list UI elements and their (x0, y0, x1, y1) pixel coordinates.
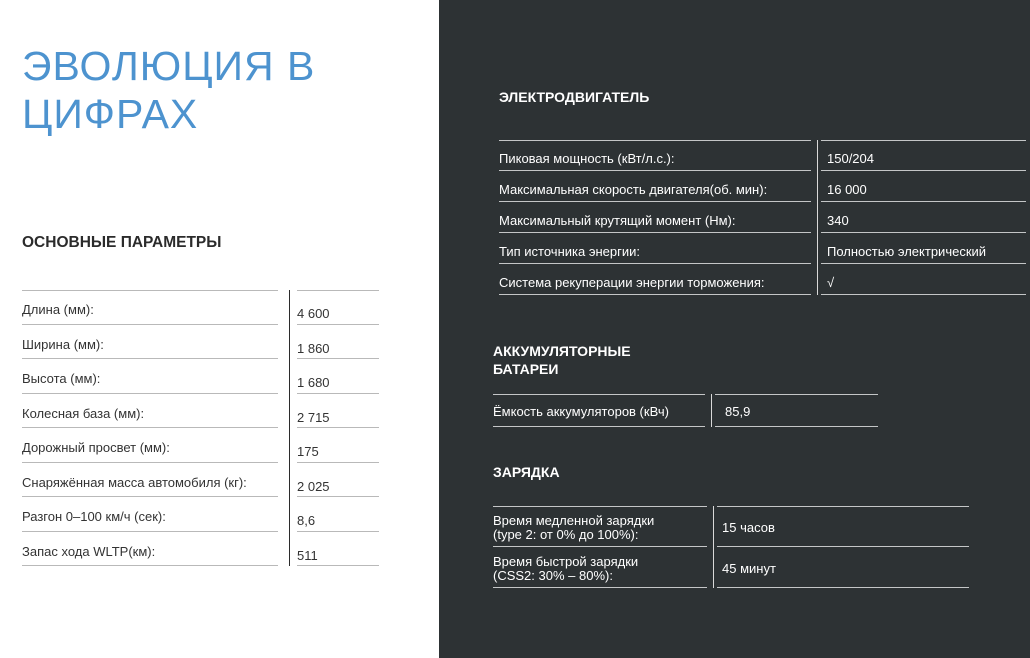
charging-label (493, 514, 654, 542)
main-params-value: 1 680 (297, 375, 330, 390)
motor-label: Максимальная скорость двигателя(об. мин): (499, 182, 768, 197)
motor-label: Пиковая мощность (кВт/л.с.): (499, 151, 675, 166)
main-params-value: 175 (297, 444, 319, 459)
motor-value: Полностью электрический (827, 244, 987, 259)
charging-label (493, 555, 638, 583)
main-params-label: Колесная база (мм): (22, 405, 145, 421)
battery-heading-line1: АККУМУЛЯТОРНЫЕ (493, 343, 631, 359)
main-params-value: 2 715 (297, 409, 330, 425)
main-params-label: Длина (мм): (22, 302, 94, 317)
battery-value: 85,9 (725, 404, 751, 419)
motor-label: Тип источника энергии: (499, 244, 640, 259)
charging-row-line (493, 587, 707, 588)
main-params-value: 8,6 (297, 513, 316, 528)
motor-row-line (499, 294, 811, 295)
charging-heading: ЗАРЯДКА (493, 464, 560, 480)
motor-value: √ (827, 275, 835, 290)
charging-label-line1: Время медленной зарядки (493, 513, 655, 528)
charging-row (493, 506, 969, 547)
main-params-value: 4 600 (297, 306, 330, 321)
motor-row (499, 140, 1026, 171)
main-params-row (22, 359, 379, 394)
motor-value: 16 000 (827, 182, 867, 197)
motor-row (499, 171, 1026, 202)
main-params-label: Разгон 0–100 км/ч (сек): (22, 509, 166, 524)
main-params-row-line (22, 565, 278, 566)
main-params-label: Высота (мм): (22, 371, 101, 386)
motor-row (499, 233, 1026, 264)
motor-row (499, 202, 1026, 233)
battery-row (493, 394, 878, 427)
main-params-row (22, 497, 379, 532)
motor-label: Максимальный крутящий момент (Нм): (499, 213, 736, 228)
main-params-row (22, 428, 379, 463)
main-params-label: Снаряжённая масса автомобиля (кг): (22, 474, 247, 490)
battery-label: Ёмкость аккумуляторов (кВч) (493, 404, 669, 419)
motor-row (499, 264, 1026, 295)
main-params-label: Ширина (мм): (22, 336, 104, 352)
main-params-row (22, 394, 379, 429)
charging-label-line2: (CSS2: 30% – 80%): (493, 568, 613, 583)
left-panel (0, 0, 439, 658)
charging-value: 45 минут (722, 561, 776, 576)
main-params-heading: ОСНОВНЫЕ ПАРАМЕТРЫ (22, 234, 222, 251)
main-params-row (22, 532, 379, 567)
main-params-value: 2 025 (297, 478, 330, 494)
battery-row-line-value (715, 426, 878, 427)
charging-value: 15 часов (722, 520, 775, 535)
charging-row (493, 547, 969, 588)
motor-row-line-value (821, 294, 1026, 295)
motor-value: 150/204 (827, 151, 874, 166)
motor-value: 340 (827, 213, 849, 228)
main-params-row (22, 463, 379, 498)
charging-label-line1: Время быстрой зарядки (493, 554, 639, 569)
motor-heading: ЭЛЕКТРОДВИГАТЕЛЬ (499, 89, 650, 105)
main-params-row (22, 325, 379, 360)
page-title: ЭВОЛЮЦИЯ В ЦИФРАХ (22, 43, 316, 137)
battery-heading-line2: БАТАРЕИ (493, 361, 559, 377)
right-panel (439, 0, 1030, 658)
main-params-label: Запас хода WLTP(км): (22, 543, 156, 559)
battery-row-line (493, 426, 705, 427)
motor-label: Система рекуперации энергии торможения: (499, 275, 765, 290)
battery-heading (493, 342, 631, 378)
charging-label-line2: (type 2: от 0% до 100%): (493, 527, 639, 542)
main-params-value: 1 860 (297, 340, 330, 356)
charging-row-line-value (717, 587, 969, 588)
main-params-row (22, 290, 379, 325)
main-params-label: Дорожный просвет (мм): (22, 440, 170, 455)
main-params-value: 511 (297, 547, 318, 563)
main-params-row-line-value (297, 565, 379, 566)
